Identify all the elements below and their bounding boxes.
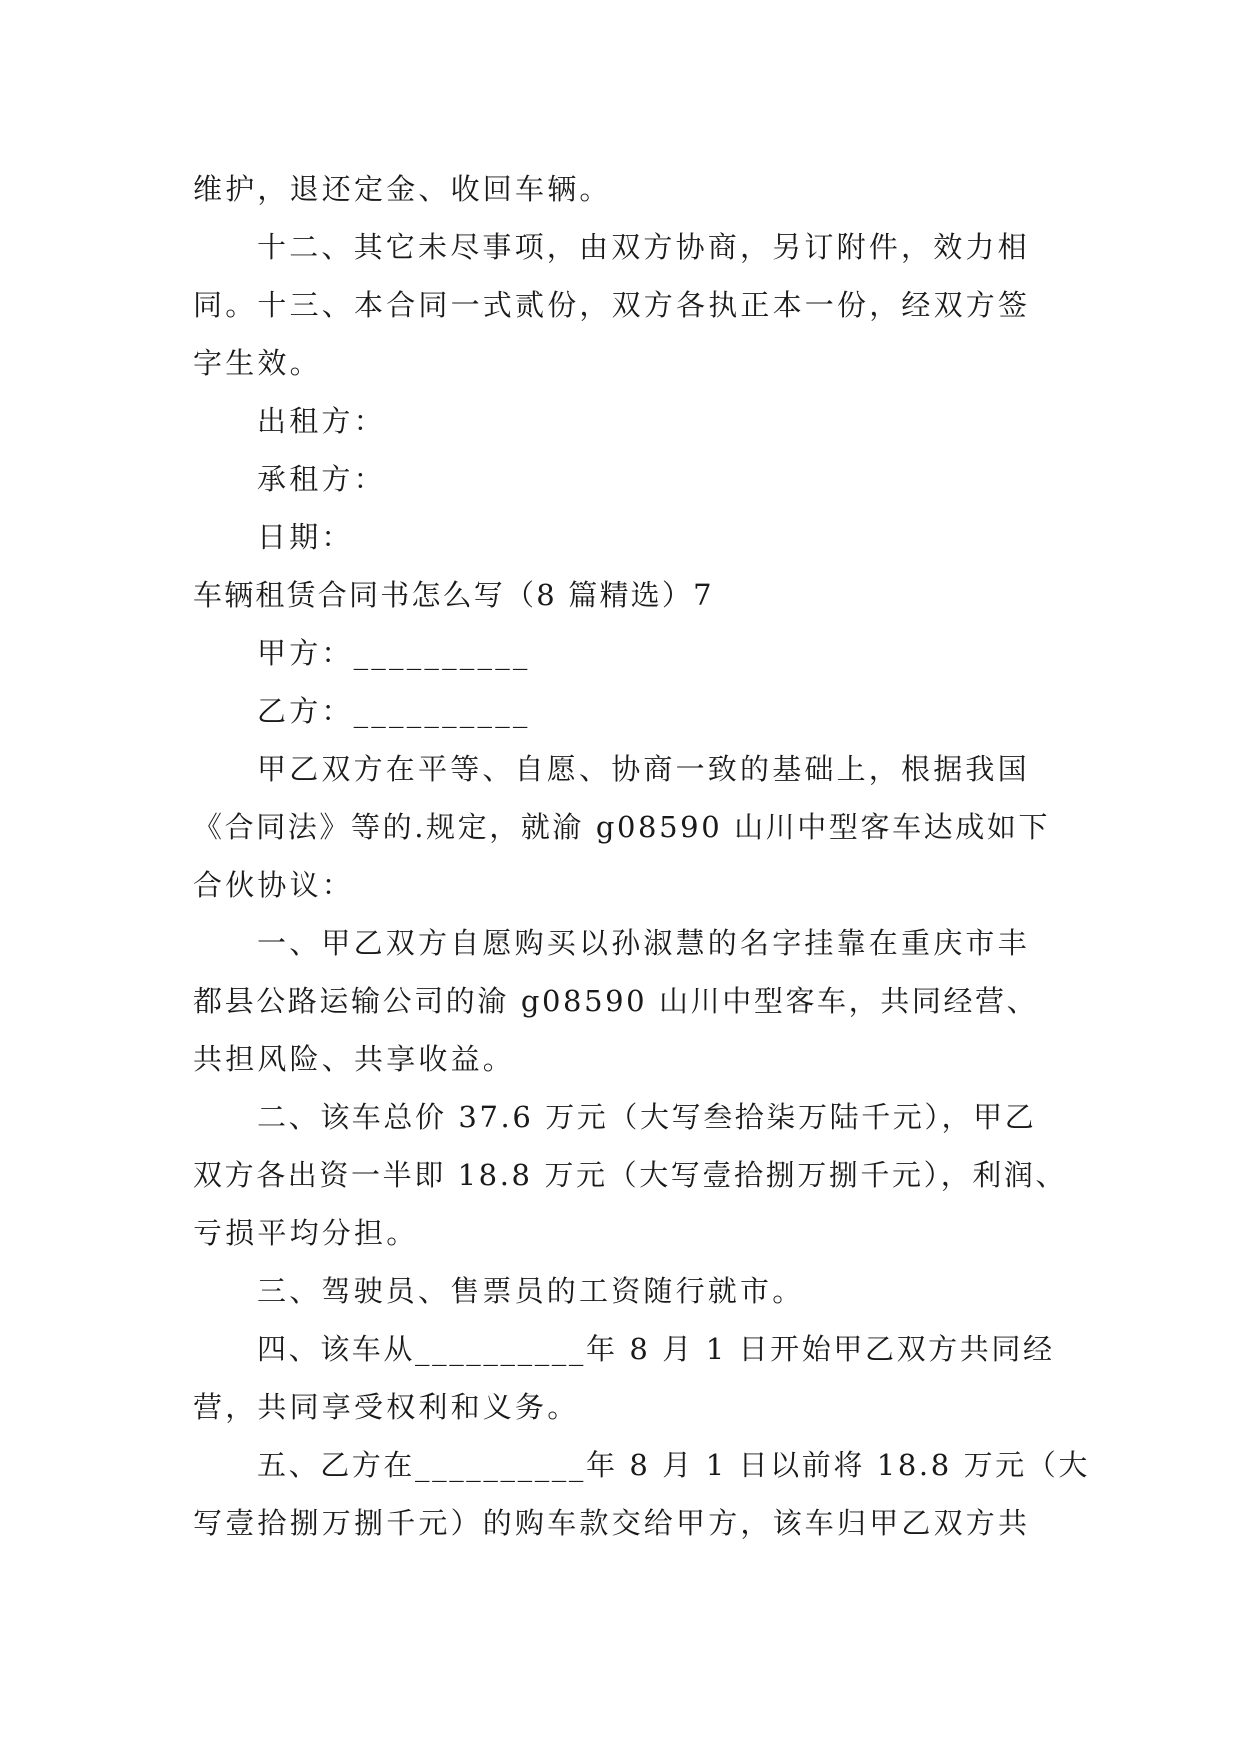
lessor-signature-label: 出租方：: [257, 404, 386, 438]
text-line: 维护，退还定金、收回车辆。: [193, 172, 612, 206]
clause-4: 四、该车从__________年 8 月 1 日开始甲乙双方共同经: [257, 1332, 1055, 1366]
text-line: 都县公路运输公司的渝 g08590 山川中型客车，共同经营、: [193, 984, 1039, 1018]
clause-2: 二、该车总价 37.6 万元（大写叁拾柒万陆千元），甲乙: [257, 1100, 1037, 1134]
document-body: [193, 160, 1090, 1552]
date-label: 日期：: [257, 520, 354, 554]
text-line: 写壹拾捌万捌千元）的购车款交给甲方，该车归甲乙双方共: [193, 1506, 1031, 1540]
clause-5: 五、乙方在__________年 8 月 1 日以前将 18.8 万元（大: [257, 1448, 1090, 1482]
preamble-paragraph: 甲乙双方在平等、自愿、协商一致的基础上，根据我国: [257, 752, 1030, 786]
text-line: 双方各出资一半即 18.8 万元（大写壹拾捌万捌千元），利润、: [193, 1158, 1068, 1192]
section-title: 车辆租赁合同书怎么写（8 篇精选）7: [193, 578, 714, 612]
text-line: 营，共同享受权利和义务。: [193, 1390, 580, 1424]
paragraph-clause-12: 十二、其它未尽事项，由双方协商，另订附件，效力相: [257, 230, 1030, 264]
clause-1: 一、甲乙双方自愿购买以孙淑慧的名字挂靠在重庆市丰: [257, 926, 1030, 960]
text-line: 同。十三、本合同一式贰份，双方各执正本一份，经双方签: [193, 288, 1031, 322]
lessee-signature-label: 承租方：: [257, 462, 386, 496]
text-line: 合伙协议：: [193, 868, 355, 902]
party-b-field: 乙方：__________: [257, 694, 531, 728]
party-a-field: 甲方：__________: [257, 636, 531, 670]
text-line: 字生效。: [193, 346, 322, 380]
text-line: 亏损平均分担。: [193, 1216, 419, 1250]
text-line: 《合同法》等的.规定，就渝 g08590 山川中型客车达成如下: [193, 810, 1051, 844]
clause-3: 三、驾驶员、售票员的工资随行就市。: [257, 1274, 805, 1308]
text-line: 共担风险、共享收益。: [193, 1042, 516, 1076]
